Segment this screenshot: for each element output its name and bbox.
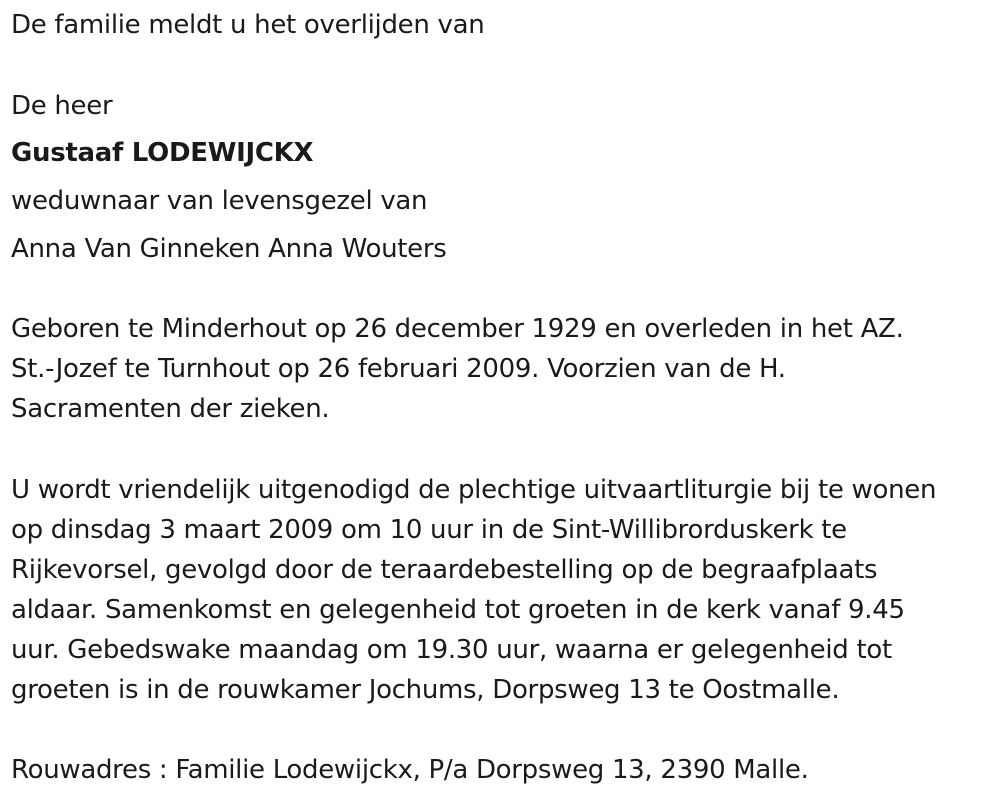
deceased-name: Gustaaf LODEWIJCKX [11, 138, 314, 168]
paragraph-line: Rijkevorsel, gevolgd door de teraardebestelling op de begraafplaats [11, 555, 878, 585]
spouses-text: Anna Van Ginneken Anna Wouters [11, 234, 447, 264]
intro-text: De familie meldt u het overlijden van [11, 10, 485, 40]
mourning-address: Rouwadres : Familie Lodewijckx, P/a Dorpsweg 13, 2390 Malle. [11, 755, 809, 785]
paragraph-line: Geboren te Minderhout op 26 december 1929 en overleden in het AZ. [11, 314, 904, 344]
relation-text: weduwnaar van levensgezel van [11, 186, 428, 216]
paragraph-line: U wordt vriendelijk uitgenodigd de plechtige uitvaartliturgie bij te wonen [11, 475, 937, 505]
paragraph-line: op dinsdag 3 maart 2009 om 10 uur in de Sint-Willibrorduskerk te [11, 515, 847, 545]
paragraph-line: uur. Gebedswake maandag om 19.30 uur, waarna er gelegenheid tot [11, 635, 892, 665]
paragraph-line: St.-Jozef te Turnhout op 26 februari 2009. Voorzien van de H. [11, 354, 786, 384]
paragraph-line: aldaar. Samenkomst en gelegenheid tot groeten in de kerk vanaf 9.45 [11, 595, 905, 625]
paragraph-line: Sacramenten der zieken. [11, 394, 330, 424]
paragraph-line: groeten is in de rouwkamer Jochums, Dorpsweg 13 te Oostmalle. [11, 675, 840, 705]
salutation-text: De heer [11, 91, 113, 121]
